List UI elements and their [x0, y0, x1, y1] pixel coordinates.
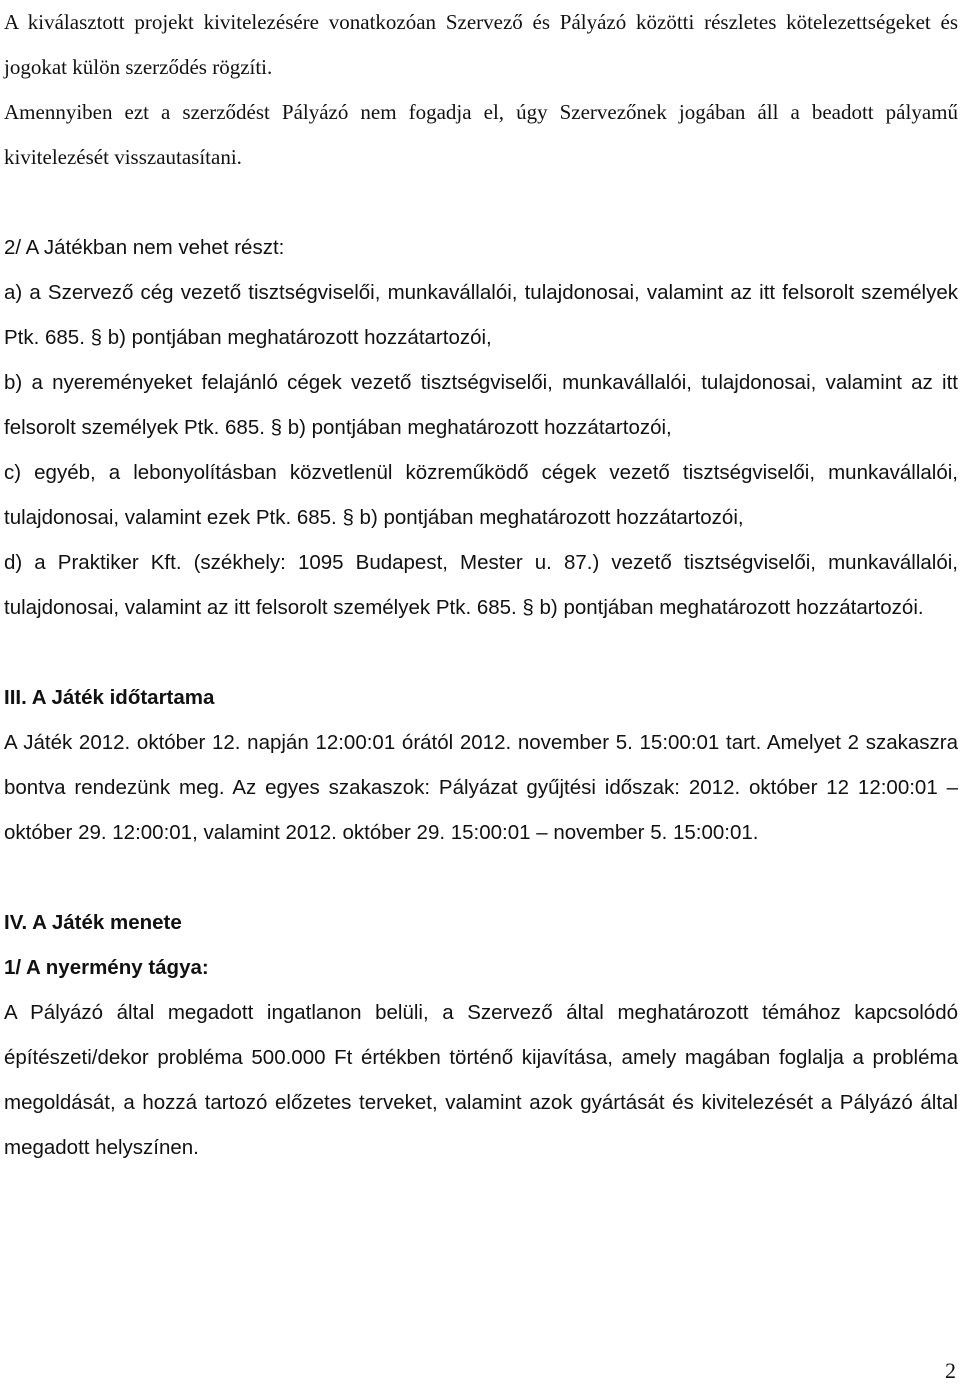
section-4-body: A Pályázó által megadott ingatlanon belüli, a Szervező által meghatározott témához kapcsolódó építészeti/dekor probléma 500.000 Ft értékben történő kijavítása, amely magában foglalja a probléma megoldását, a hozzá tartozó előzetes terveket, valamint azok gyártását és kivitelezését a Pályázó által megadott helyszínen. [4, 1001, 958, 1159]
section-3-number: III. [4, 686, 27, 709]
page-number: 2 [945, 1358, 956, 1383]
section-4-subheading: 1/ A nyermény tágya: [4, 956, 209, 979]
section-4-heading [4, 900, 958, 945]
spacer [4, 630, 958, 675]
paragraph-intro-2: Amennyiben ezt a szerződést Pályázó nem fogadja el, úgy Szervezőnek jogában áll a beadott pályamű kivitelezését visszautasítani. [4, 100, 958, 169]
spacer [4, 180, 958, 225]
spacer [4, 855, 958, 900]
paragraph-intro-1: A kiválasztott projekt kivitelezésére vonatkozóan Szervező és Pályázó közötti részletes kötelezettségeket és jogokat külön szerződés rögzíti. [4, 10, 958, 79]
section-2-title: 2/ A Játékban nem vehet részt: [4, 236, 285, 259]
section-3-heading [4, 675, 958, 720]
section-2-item-b: b) a nyereményeket felajánló cégek vezető tisztségviselői, munkavállalói, tulajdonosai, valamint az itt felsorolt személyek Ptk. 685. § b) pontjában meghatározott hozzátartozói, [4, 371, 958, 439]
section-2-item-d: d) a Praktiker Kft. (székhely: 1095 Budapest, Mester u. 87.) vezető tisztségviselői, munkavállalói, tulajdonosai, valamint az itt felsorolt személyek Ptk. 685. § b) pontjában meghatározott hozzátartozói. [4, 551, 958, 619]
section-4-title: A Játék menete [32, 911, 182, 934]
section-2-item-c: c) egyéb, a lebonyolításban közvetlenül közreműködő cégek vezető tisztségviselői, munkavállalói, tulajdonosai, valamint ezek Ptk. 685. § b) pontjában meghatározott hozzátartozói, [4, 461, 958, 529]
section-4-number: IV. [4, 911, 28, 934]
section-2-item-a: a) a Szervező cég vezető tisztségviselői, munkavállalói, tulajdonosai, valamint az itt felsorolt személyek Ptk. 685. § b) pontjában meghatározott hozzátartozói, [4, 281, 958, 349]
section-3-body: A Játék 2012. október 12. napján 12:00:01 órától 2012. november 5. 15:00:01 tart. Amelyet 2 szakaszra bontva rendezünk meg. Az egyes szakaszok: Pályázat gyűjtési időszak: 2012. október 12 12:00:01 – október 29. 12:00:01, valamint 2012. október 29. 15:00:01 – november 5. 15:00:01. [4, 731, 958, 844]
section-3-title: A Játék időtartama [31, 686, 215, 709]
document-page [4, 0, 958, 1170]
